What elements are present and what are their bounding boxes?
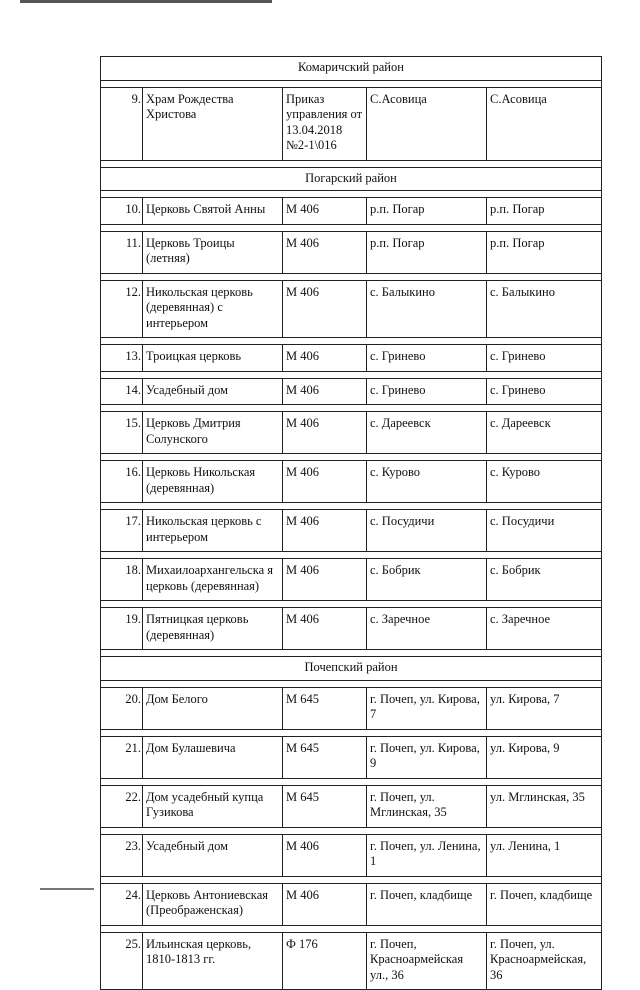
row-spacer xyxy=(101,729,602,736)
row-number: 24. xyxy=(101,883,143,925)
spacer-cell xyxy=(367,405,487,412)
location: г. Почеп, Красноармейская ул., 36 xyxy=(367,932,487,990)
object-name: Церковь Дмитрия Солунского xyxy=(143,412,283,454)
spacer-cell xyxy=(487,925,602,932)
spacer-cell xyxy=(487,224,602,231)
location: с. Бобрик xyxy=(367,559,487,601)
row-number: 22. xyxy=(101,785,143,827)
address: р.п. Погар xyxy=(487,231,602,273)
row-number: 11. xyxy=(101,231,143,273)
location: с. Дареевск xyxy=(367,412,487,454)
spacer-cell xyxy=(101,925,143,932)
spacer-cell xyxy=(367,925,487,932)
object-name: Троицкая церковь xyxy=(143,345,283,372)
spacer-cell xyxy=(487,191,602,198)
object-name: Дом Белого xyxy=(143,687,283,729)
spacer-cell xyxy=(367,552,487,559)
spacer-cell xyxy=(487,160,602,167)
address: с. Гринево xyxy=(487,345,602,372)
spacer-cell xyxy=(367,778,487,785)
table-row xyxy=(101,834,602,876)
location: г. Почеп, ул. Ленина, 1 xyxy=(367,834,487,876)
spacer-cell xyxy=(101,273,143,280)
document-ref: М 406 xyxy=(283,412,367,454)
spacer-cell xyxy=(101,601,143,608)
table-row xyxy=(101,510,602,552)
spacer-cell xyxy=(283,405,367,412)
spacer-cell xyxy=(283,827,367,834)
district-header: Почепский район xyxy=(101,657,602,681)
table-body xyxy=(101,57,602,990)
spacer-cell xyxy=(101,729,143,736)
spacer-cell xyxy=(143,160,283,167)
row-spacer xyxy=(101,191,602,198)
address: г. Почеп, ул. Красноармейская, 36 xyxy=(487,932,602,990)
row-spacer xyxy=(101,273,602,280)
spacer-cell xyxy=(487,80,602,87)
row-spacer xyxy=(101,80,602,87)
spacer-cell xyxy=(143,191,283,198)
object-name: Никольская церковь (деревянная) с интерьером xyxy=(143,280,283,338)
document-ref: М 406 xyxy=(283,461,367,503)
table-row xyxy=(101,608,602,650)
spacer-cell xyxy=(487,827,602,834)
address: ул. Кирова, 9 xyxy=(487,736,602,778)
spacer-cell xyxy=(487,273,602,280)
row-spacer xyxy=(101,552,602,559)
document-ref: М 406 xyxy=(283,378,367,405)
object-name: Михаилоархангельска я церковь (деревянная) xyxy=(143,559,283,601)
location: г. Почеп, ул. Кирова, 7 xyxy=(367,687,487,729)
spacer-cell xyxy=(143,224,283,231)
table-row xyxy=(101,87,602,160)
table-row xyxy=(101,378,602,405)
row-spacer xyxy=(101,778,602,785)
spacer-cell xyxy=(487,371,602,378)
table-row xyxy=(101,736,602,778)
monuments-table xyxy=(100,56,602,990)
spacer-cell xyxy=(367,80,487,87)
document-ref: М 406 xyxy=(283,345,367,372)
spacer-cell xyxy=(143,80,283,87)
district-header-row xyxy=(101,57,602,81)
document-ref: М 645 xyxy=(283,687,367,729)
location: с. Курово xyxy=(367,461,487,503)
spacer-cell xyxy=(143,650,283,657)
document-ref: М 406 xyxy=(283,883,367,925)
spacer-cell xyxy=(283,80,367,87)
location: г. Почеп, ул. Кирова, 9 xyxy=(367,736,487,778)
spacer-cell xyxy=(283,778,367,785)
address: с. Курово xyxy=(487,461,602,503)
spacer-cell xyxy=(367,191,487,198)
row-spacer xyxy=(101,371,602,378)
document-ref: М 645 xyxy=(283,736,367,778)
spacer-cell xyxy=(367,454,487,461)
address: с. Заречное xyxy=(487,608,602,650)
spacer-cell xyxy=(367,160,487,167)
row-spacer xyxy=(101,876,602,883)
row-number: 10. xyxy=(101,198,143,225)
district-header: Погарский район xyxy=(101,167,602,191)
object-name: Никольская церковь с интерьером xyxy=(143,510,283,552)
object-name: Дом усадебный купца Гузикова xyxy=(143,785,283,827)
spacer-cell xyxy=(367,371,487,378)
document-ref: М 406 xyxy=(283,198,367,225)
spacer-cell xyxy=(143,778,283,785)
row-number: 15. xyxy=(101,412,143,454)
spacer-cell xyxy=(487,552,602,559)
spacer-cell xyxy=(143,876,283,883)
spacer-cell xyxy=(101,680,143,687)
spacer-cell xyxy=(283,454,367,461)
row-spacer xyxy=(101,925,602,932)
address: ул. Кирова, 7 xyxy=(487,687,602,729)
spacer-cell xyxy=(143,680,283,687)
spacer-cell xyxy=(143,729,283,736)
location: С.Асовица xyxy=(367,87,487,160)
spacer-cell xyxy=(101,224,143,231)
spacer-cell xyxy=(143,601,283,608)
spacer-cell xyxy=(101,160,143,167)
spacer-cell xyxy=(367,338,487,345)
spacer-cell xyxy=(283,273,367,280)
row-spacer xyxy=(101,680,602,687)
document-ref: М 406 xyxy=(283,231,367,273)
bottom-rule xyxy=(40,888,94,890)
spacer-cell xyxy=(367,650,487,657)
location: г. Почеп, ул. Мглинская, 35 xyxy=(367,785,487,827)
spacer-cell xyxy=(101,371,143,378)
spacer-cell xyxy=(367,876,487,883)
table-row xyxy=(101,461,602,503)
spacer-cell xyxy=(487,454,602,461)
spacer-cell xyxy=(101,191,143,198)
document-ref: М 406 xyxy=(283,510,367,552)
row-number: 9. xyxy=(101,87,143,160)
spacer-cell xyxy=(143,371,283,378)
table-row xyxy=(101,785,602,827)
document-ref: М 406 xyxy=(283,280,367,338)
spacer-cell xyxy=(283,680,367,687)
location: с. Посудичи xyxy=(367,510,487,552)
location: с. Балыкино xyxy=(367,280,487,338)
address: ул. Ленина, 1 xyxy=(487,834,602,876)
row-number: 21. xyxy=(101,736,143,778)
spacer-cell xyxy=(143,827,283,834)
spacer-cell xyxy=(487,405,602,412)
location: с. Гринево xyxy=(367,345,487,372)
object-name: Пятницкая церковь (деревянная) xyxy=(143,608,283,650)
location: с. Заречное xyxy=(367,608,487,650)
spacer-cell xyxy=(101,503,143,510)
row-spacer xyxy=(101,160,602,167)
address: г. Почеп, кладбище xyxy=(487,883,602,925)
spacer-cell xyxy=(101,876,143,883)
spacer-cell xyxy=(101,405,143,412)
row-spacer xyxy=(101,224,602,231)
row-number: 13. xyxy=(101,345,143,372)
spacer-cell xyxy=(143,338,283,345)
table-row xyxy=(101,687,602,729)
object-name: Церковь Антониевская (Преображенская) xyxy=(143,883,283,925)
object-name: Церковь Троицы (летняя) xyxy=(143,231,283,273)
spacer-cell xyxy=(143,273,283,280)
table-row xyxy=(101,932,602,990)
spacer-cell xyxy=(143,503,283,510)
district-header: Комаричский район xyxy=(101,57,602,81)
document-ref: Приказ управления от 13.04.2018 №2-1\016 xyxy=(283,87,367,160)
spacer-cell xyxy=(487,729,602,736)
document-ref: Ф 176 xyxy=(283,932,367,990)
address: с. Балыкино xyxy=(487,280,602,338)
row-number: 20. xyxy=(101,687,143,729)
table-row xyxy=(101,412,602,454)
spacer-cell xyxy=(367,224,487,231)
address: р.п. Погар xyxy=(487,198,602,225)
district-header-row xyxy=(101,657,602,681)
document-ref: М 406 xyxy=(283,559,367,601)
spacer-cell xyxy=(283,925,367,932)
table-row xyxy=(101,345,602,372)
spacer-cell xyxy=(487,680,602,687)
address: С.Асовица xyxy=(487,87,602,160)
spacer-cell xyxy=(283,503,367,510)
spacer-cell xyxy=(283,338,367,345)
document-ref: М 406 xyxy=(283,834,367,876)
district-header-row xyxy=(101,167,602,191)
location: г. Почеп, кладбище xyxy=(367,883,487,925)
spacer-cell xyxy=(143,552,283,559)
spacer-cell xyxy=(101,778,143,785)
spacer-cell xyxy=(367,601,487,608)
table-row xyxy=(101,198,602,225)
object-name: Дом Булашевича xyxy=(143,736,283,778)
address: с. Гринево xyxy=(487,378,602,405)
table-row xyxy=(101,883,602,925)
address: с. Посудичи xyxy=(487,510,602,552)
row-number: 17. xyxy=(101,510,143,552)
location: р.п. Погар xyxy=(367,231,487,273)
object-name: Усадебный дом xyxy=(143,834,283,876)
spacer-cell xyxy=(487,778,602,785)
spacer-cell xyxy=(283,650,367,657)
row-spacer xyxy=(101,601,602,608)
spacer-cell xyxy=(367,273,487,280)
spacer-cell xyxy=(487,601,602,608)
row-spacer xyxy=(101,338,602,345)
object-name: Церковь Никольская (деревянная) xyxy=(143,461,283,503)
spacer-cell xyxy=(283,371,367,378)
spacer-cell xyxy=(143,925,283,932)
spacer-cell xyxy=(367,827,487,834)
spacer-cell xyxy=(283,601,367,608)
spacer-cell xyxy=(487,650,602,657)
spacer-cell xyxy=(283,552,367,559)
spacer-cell xyxy=(101,552,143,559)
location: с. Гринево xyxy=(367,378,487,405)
object-name: Церковь Святой Анны xyxy=(143,198,283,225)
spacer-cell xyxy=(487,503,602,510)
spacer-cell xyxy=(143,405,283,412)
top-rule xyxy=(20,0,272,3)
spacer-cell xyxy=(283,224,367,231)
object-name: Усадебный дом xyxy=(143,378,283,405)
spacer-cell xyxy=(283,729,367,736)
location: р.п. Погар xyxy=(367,198,487,225)
spacer-cell xyxy=(367,680,487,687)
row-spacer xyxy=(101,827,602,834)
spacer-cell xyxy=(101,827,143,834)
object-name: Храм Рождества Христова xyxy=(143,87,283,160)
spacer-cell xyxy=(367,729,487,736)
spacer-cell xyxy=(283,160,367,167)
table-row xyxy=(101,231,602,273)
spacer-cell xyxy=(367,503,487,510)
spacer-cell xyxy=(487,338,602,345)
spacer-cell xyxy=(283,191,367,198)
spacer-cell xyxy=(101,454,143,461)
address: с. Дареевск xyxy=(487,412,602,454)
address: ул. Мглинская, 35 xyxy=(487,785,602,827)
row-number: 19. xyxy=(101,608,143,650)
spacer-cell xyxy=(487,876,602,883)
spacer-cell xyxy=(101,338,143,345)
table-row xyxy=(101,559,602,601)
row-spacer xyxy=(101,503,602,510)
row-number: 14. xyxy=(101,378,143,405)
row-spacer xyxy=(101,454,602,461)
object-name: Ильинская церковь, 1810-1813 гг. xyxy=(143,932,283,990)
row-number: 18. xyxy=(101,559,143,601)
address: с. Бобрик xyxy=(487,559,602,601)
table-row xyxy=(101,280,602,338)
spacer-cell xyxy=(283,876,367,883)
row-number: 25. xyxy=(101,932,143,990)
spacer-cell xyxy=(101,650,143,657)
row-number: 16. xyxy=(101,461,143,503)
spacer-cell xyxy=(143,454,283,461)
document-ref: М 406 xyxy=(283,608,367,650)
document-ref: М 645 xyxy=(283,785,367,827)
row-spacer xyxy=(101,650,602,657)
row-number: 12. xyxy=(101,280,143,338)
row-spacer xyxy=(101,405,602,412)
spacer-cell xyxy=(101,80,143,87)
row-number: 23. xyxy=(101,834,143,876)
